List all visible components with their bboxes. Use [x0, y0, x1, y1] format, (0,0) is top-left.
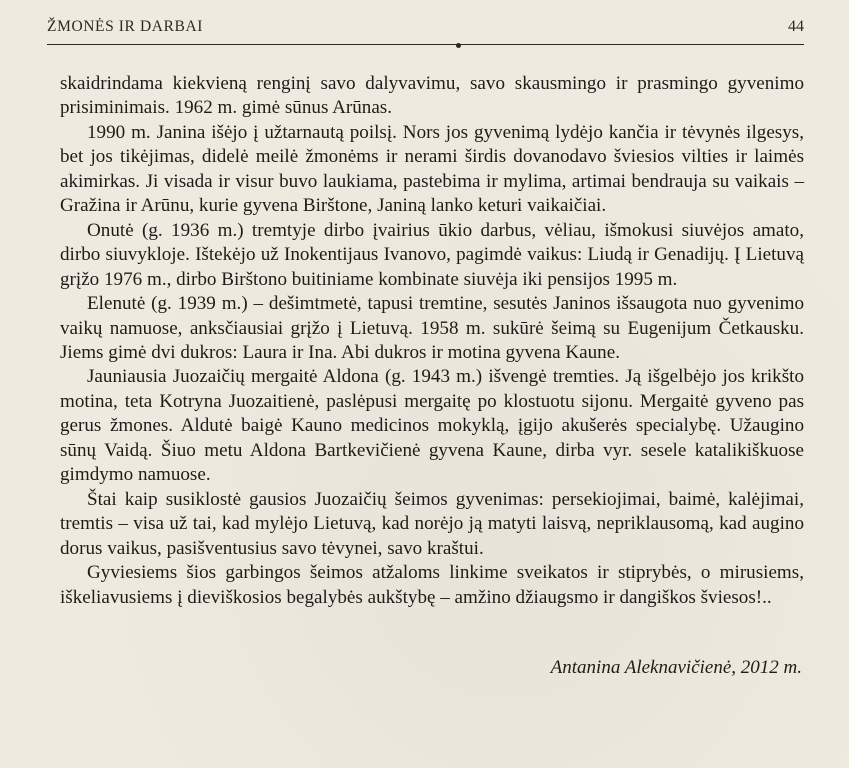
paragraph-4: Elenutė (g. 1939 m.) – dešimtmetė, tapusi tremtine, sesutės Janinos išsaugota nuo gyvenimo vaikų namuose, anksčiausiai grįžo į Lietuvą. 1958 m. sukūrė šeimą su Eugenijum Četkausku. Jiems gimė dvi dukros: Laura ir Ina. Abi dukros ir motina gyvena Kaune. [60, 293, 804, 363]
paragraph-1: skaidrindama kiekvieną renginį savo dalyvavimu, savo skausmingo ir prasmingo gyvenimo prisiminimais. 1962 m. gimė sūnus Arūnas. [60, 73, 804, 119]
author-signature: Antanina Aleknavičienė, 2012 m. [550, 657, 802, 678]
paragraph-2: 1990 m. Janina išėjo į užtarnautą poilsį. Nors jos gyvenimą lydėjo kančia ir tėvynės ilgesys, bet jos tikėjimas, didelė meilė žmonėms ir nerami širdis dovanodavo šviesios vilties ir laimės akimirkas. Ji visada ir visur buvo laukiama, pastebima ir mylima, artimai bendrauja su vaikais – Gražina ir Arūnu, kurie gyvena Birštone, Janiną lanko keturi vaikaičiai. [60, 121, 804, 217]
page-number: 44 [788, 18, 804, 35]
paragraph-5: Jauniausia Juozaičių mergaitė Aldona (g. 1943 m.) išvengė tremties. Ją išgelbėjo jos krikšto motina, teta Kotryna Juozaitienė, paslėpusi mergaitę po klostuotu sijonu. Mergaitė gyveno pas gerus žmones. Aldutė baigė Kauno medicinos mokyklą, įgijo akušerės specialybę. Užaugino sūnų Vaidą. Šiuo metu Aldona Bartkevičienė gyvena Kaune, dirba vyr. sesele katalikiškuose gimdymo namuose. [60, 366, 804, 486]
running-head: ŽMONĖS IR DARBAI [47, 18, 203, 35]
page-header [47, 14, 804, 45]
paragraph-6: Štai kaip susiklostė gausios Juozaičių šeimos gyvenimas: persekiojimai, baimė, kalėjimai, tremtis – visa už tai, kad mylėjo Lietuvą, kad norėjo ją matyti laisvą, nepriklausomą, kad augino dorus vaikus, pasišventusius savo tėvynei, savo kraštui. [60, 488, 804, 559]
paragraph-3: Onutė (g. 1936 m.) tremtyje dirbo įvairius ūkio darbus, vėliau, išmokusi siuvėjos amato, dirbo siuvykloje. Ištekėjo už Inokentijaus Ivanovo, pagimdė vaikus: Liudą ir Genadijų. Į Lietuvą grįžo 1976 m., dirbo Birštono buitiniame kombinate siuvėja iki pensijos 1995 m. [60, 219, 804, 290]
paragraph-7: Gyviesiems šios garbingos šeimos atžaloms linkime sveikatos ir stiprybės, o mirusiems, iškeliavusiems į dieviškosios begalybės aukštybę – amžino džiaugsmo ir dangiškos šviesos!.. [60, 562, 804, 608]
header-ornament-dot [456, 43, 461, 48]
body-text [60, 72, 804, 610]
